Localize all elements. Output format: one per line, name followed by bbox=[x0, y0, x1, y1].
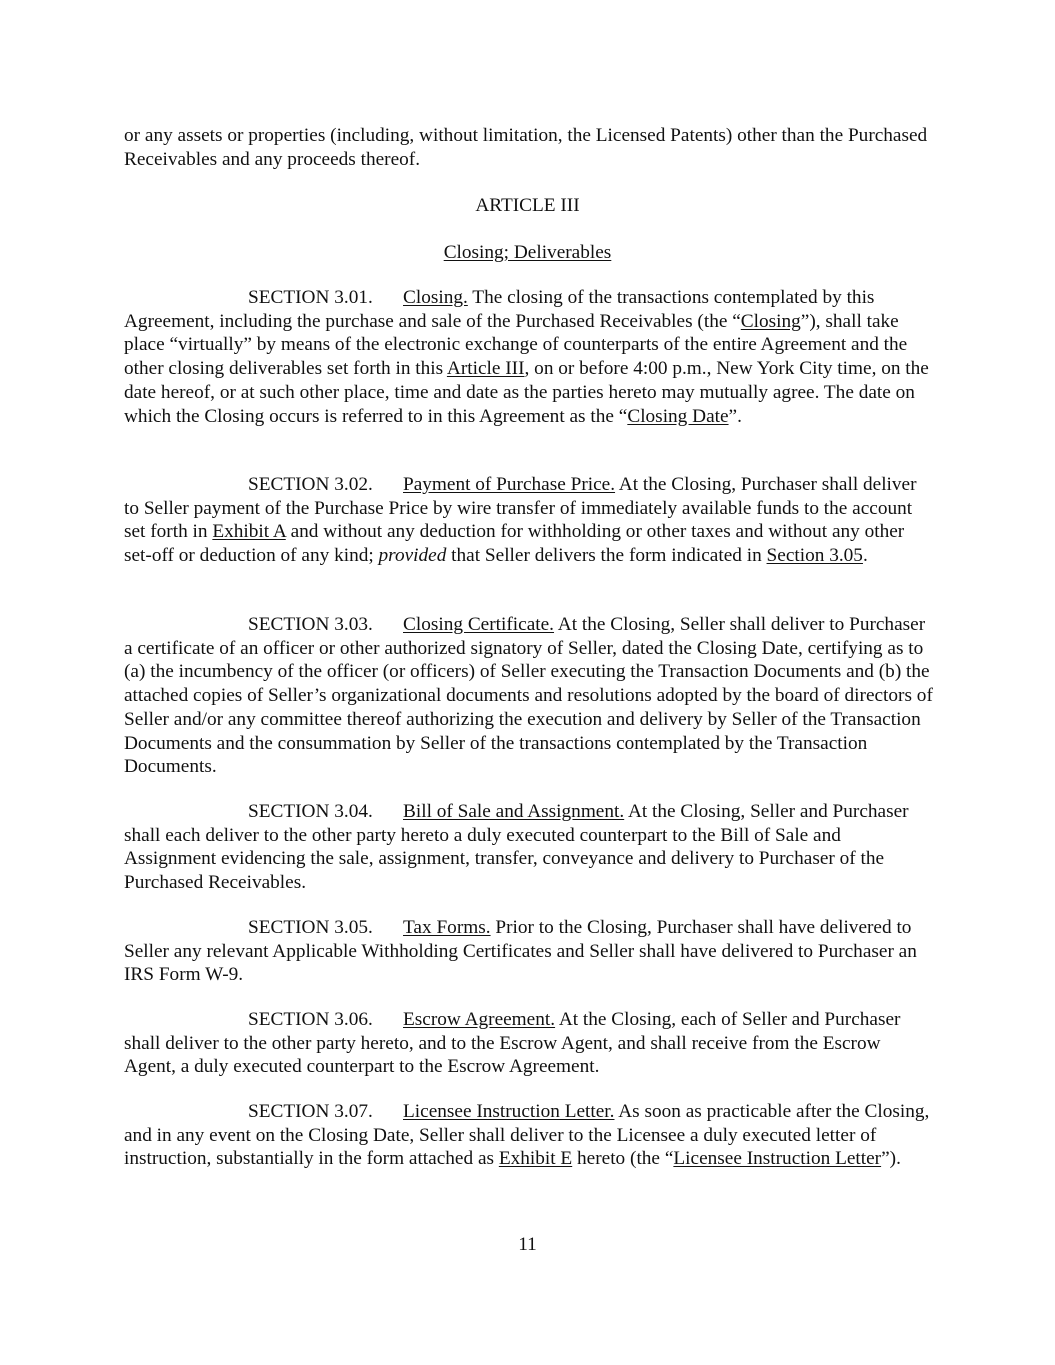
section-text: As soon as practicable after the Closing, and in any event on the Closing Date, Seller shall deliver to the Licensee a duly executed letter of instruction, substantially in the form attached as bbox=[124, 1101, 930, 1170]
defined-term: Licensee Instruction Letter bbox=[673, 1148, 882, 1170]
section-text: The closing of the transactions contemplated by this Agreement, including the purchase and sale of the Purchased Receivables (the “ bbox=[124, 287, 875, 332]
section-heading: Bill of Sale and Assignment. bbox=[403, 801, 625, 822]
section-text: that Seller delivers the form indicated in bbox=[446, 545, 767, 567]
section-text: At the Closing, Seller shall deliver to Purchaser a certificate of an officer or other authorized signatory of Seller, dated the Closing Date, certifying as to (a) the incumbency of the officer (or officers) of Seller executing the Transaction Documents and (b) the attached copies of Seller’s organizational documents and resolutions adopted by the board of directors of Seller and/or any committee thereof authorizing the execution and delivery by Seller of the Transaction Documents and the consummation by Seller of the transactions contemplated by the Transaction Documents. bbox=[124, 614, 933, 778]
section-number: SECTION 3.06. bbox=[248, 1009, 373, 1030]
section-3-02 bbox=[124, 473, 934, 568]
section-number: SECTION 3.03. bbox=[248, 614, 373, 635]
section-text: At the Closing, Seller and Purchaser shall each deliver to the other party hereto a duly executed counterpart to the Bill of Sale and Assignment evidencing the sale, assignment, transfer, conveyance and delivery to Purchaser of the Purchased Receivables. bbox=[124, 801, 909, 894]
section-number: SECTION 3.05. bbox=[248, 917, 373, 938]
section-text: ”. bbox=[728, 405, 742, 427]
section-heading: Escrow Agreement. bbox=[403, 1009, 556, 1030]
section-text: and without any deduction for withholding or other taxes and without any other set-off or deduction of any kind; bbox=[124, 521, 905, 567]
intro-paragraph: or any assets or properties (including, without limitation, the Licensed Patents) other than the Purchased Receivables and any proceeds thereof. bbox=[124, 125, 928, 170]
section-number: SECTION 3.01. bbox=[248, 287, 373, 308]
section-text: ”). bbox=[881, 1148, 901, 1170]
section-text: At the Closing, each of Seller and Purchaser shall deliver to the other party hereto, and to the Escrow Agent, and shall receive from the Escrow Agent, a duly executed counterpart to the Escrow Agreement. bbox=[124, 1009, 901, 1078]
cross-reference: Article III bbox=[446, 358, 525, 380]
section-heading: Licensee Instruction Letter. bbox=[403, 1101, 615, 1122]
section-number: SECTION 3.02. bbox=[248, 474, 373, 495]
section-text: , on or before 4:00 p.m., New York City time, on the date hereof, or at such other place, time and date as the parties hereto may mutually agree. The date on which the Closing occurs is referred to in this Agreement as the “ bbox=[124, 358, 929, 427]
section-number: SECTION 3.04. bbox=[248, 801, 373, 822]
emphasis: provided bbox=[378, 545, 447, 567]
article-title bbox=[0, 241, 1055, 265]
section-3-05 bbox=[124, 916, 934, 987]
section-text: . bbox=[862, 545, 868, 567]
defined-term: Closing Date bbox=[627, 405, 729, 427]
section-3-06 bbox=[124, 1008, 934, 1079]
section-heading: Tax Forms. bbox=[403, 917, 491, 938]
section-text: Prior to the Closing, Purchaser shall have delivered to Seller any relevant Applicable Withholding Certificates and Seller shall have delivered to Purchaser an IRS Form W-9. bbox=[124, 917, 917, 986]
cross-reference: Exhibit A bbox=[212, 521, 286, 543]
section-number: SECTION 3.07. bbox=[248, 1101, 373, 1122]
article-number: ARTICLE III bbox=[475, 195, 580, 216]
section-text: ”), shall take place “virtually” by means of the electronic exchange of counterparts of the entire Agreement and the other closing deliverables set forth in this bbox=[124, 310, 908, 380]
section-heading: Closing Certificate. bbox=[403, 614, 555, 635]
page-number: 11 bbox=[518, 1234, 537, 1255]
section-heading: Closing. bbox=[403, 287, 468, 308]
section-text: At the Closing, Purchaser shall deliver to Seller payment of the Purchase Price by wire transfer of immediately available funds to the account set forth in bbox=[124, 474, 917, 543]
section-3-03 bbox=[124, 613, 934, 779]
section-3-07 bbox=[124, 1100, 934, 1171]
section-3-04 bbox=[124, 800, 934, 895]
section-3-01 bbox=[124, 286, 934, 428]
article-title-text: Closing; Deliverables bbox=[443, 242, 612, 263]
section-text: hereto (the “ bbox=[572, 1148, 674, 1170]
defined-term: Closing bbox=[740, 310, 801, 332]
section-heading: Payment of Purchase Price. bbox=[403, 474, 616, 495]
cross-reference: Section 3.05 bbox=[766, 545, 863, 567]
cross-reference: Exhibit E bbox=[498, 1148, 573, 1170]
